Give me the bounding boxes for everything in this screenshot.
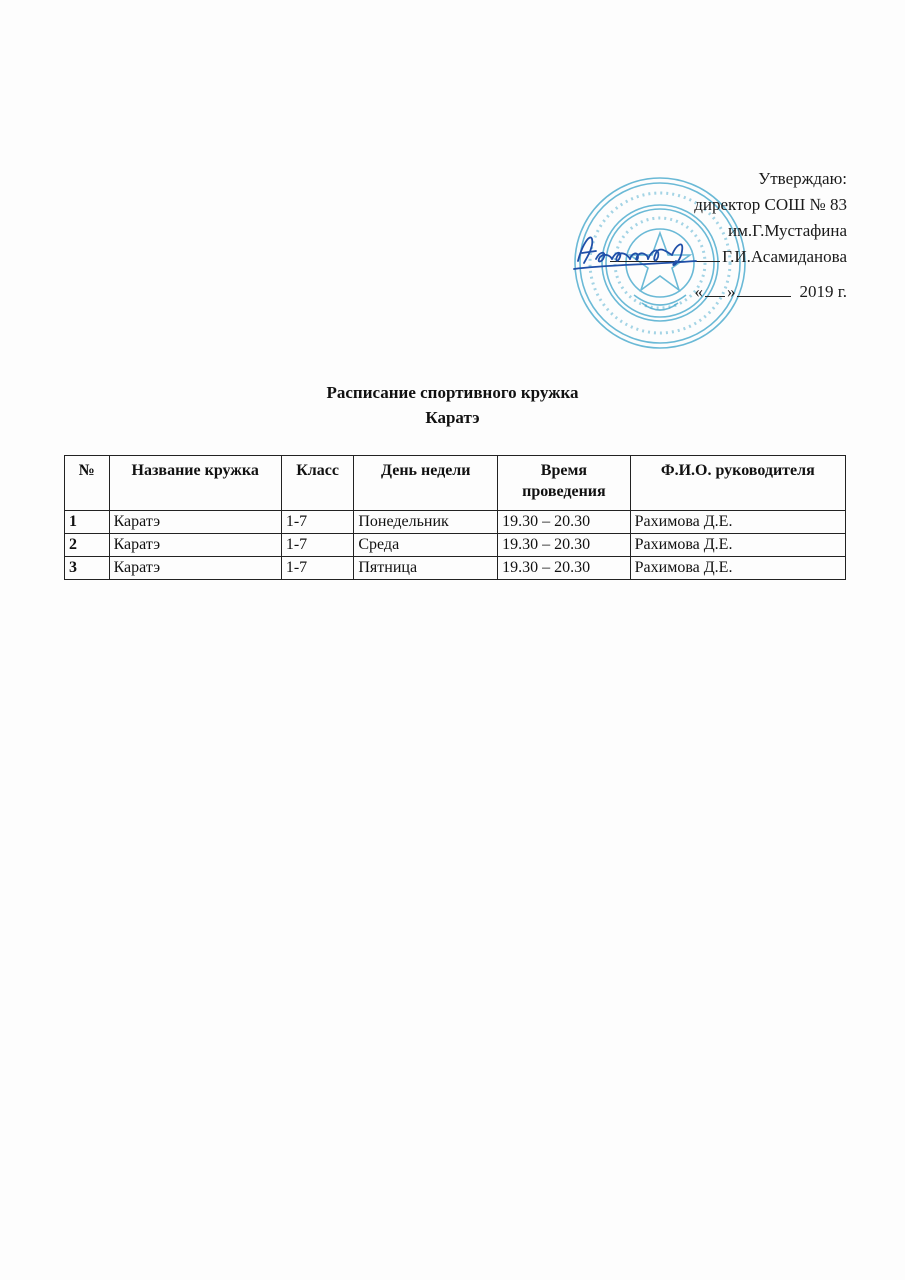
header-class: Класс bbox=[281, 456, 354, 511]
table-row bbox=[65, 511, 846, 534]
cell-class: 1-7 bbox=[281, 511, 354, 534]
cell-instructor: Рахимова Д.Е. bbox=[630, 534, 845, 557]
cell-instructor: Рахимова Д.Е. bbox=[630, 557, 845, 580]
document-title bbox=[0, 380, 905, 430]
handwritten-signature-icon bbox=[572, 225, 700, 275]
cell-club-name: Каратэ bbox=[109, 557, 281, 580]
cell-time: 19.30 – 20.30 bbox=[498, 534, 630, 557]
cell-weekday: Понедельник bbox=[354, 511, 498, 534]
header-weekday: День недели bbox=[354, 456, 498, 511]
cell-number: 3 bbox=[65, 557, 110, 580]
table-row bbox=[65, 557, 846, 580]
cell-class: 1-7 bbox=[281, 534, 354, 557]
cell-club-name: Каратэ bbox=[109, 511, 281, 534]
date-year: 2019 г. bbox=[799, 282, 847, 301]
approval-director-name: Г.И.Асамиданова bbox=[722, 247, 847, 266]
cell-weekday: Среда bbox=[354, 534, 498, 557]
header-number: № bbox=[65, 456, 110, 511]
cell-number: 2 bbox=[65, 534, 110, 557]
date-day-blank bbox=[705, 296, 725, 297]
approval-position: директор СОШ № 83 bbox=[694, 195, 847, 214]
approval-heading: Утверждаю: bbox=[758, 169, 847, 188]
cell-class: 1-7 bbox=[281, 557, 354, 580]
title-line-2: Каратэ bbox=[425, 408, 480, 427]
date-quote-open: « bbox=[694, 282, 703, 301]
title-line-1: Расписание спортивного кружка bbox=[326, 383, 579, 402]
approval-school-name: им.Г.Мустафина bbox=[728, 221, 847, 240]
cell-number: 1 bbox=[65, 511, 110, 534]
cell-time: 19.30 – 20.30 bbox=[498, 557, 630, 580]
cell-instructor: Рахимова Д.Е. bbox=[630, 511, 845, 534]
date-month-blank bbox=[737, 296, 791, 297]
cell-time: 19.30 – 20.30 bbox=[498, 511, 630, 534]
header-time: Время проведения bbox=[498, 456, 630, 511]
header-club-name: Название кружка bbox=[109, 456, 281, 511]
table-row bbox=[65, 534, 846, 557]
header-instructor: Ф.И.О. руководителя bbox=[630, 456, 845, 511]
approval-date-line bbox=[527, 279, 847, 305]
schedule-table bbox=[64, 455, 846, 580]
date-quote-close: » bbox=[726, 282, 736, 301]
cell-club-name: Каратэ bbox=[109, 534, 281, 557]
table-header-row bbox=[65, 456, 846, 511]
cell-weekday: Пятница bbox=[354, 557, 498, 580]
